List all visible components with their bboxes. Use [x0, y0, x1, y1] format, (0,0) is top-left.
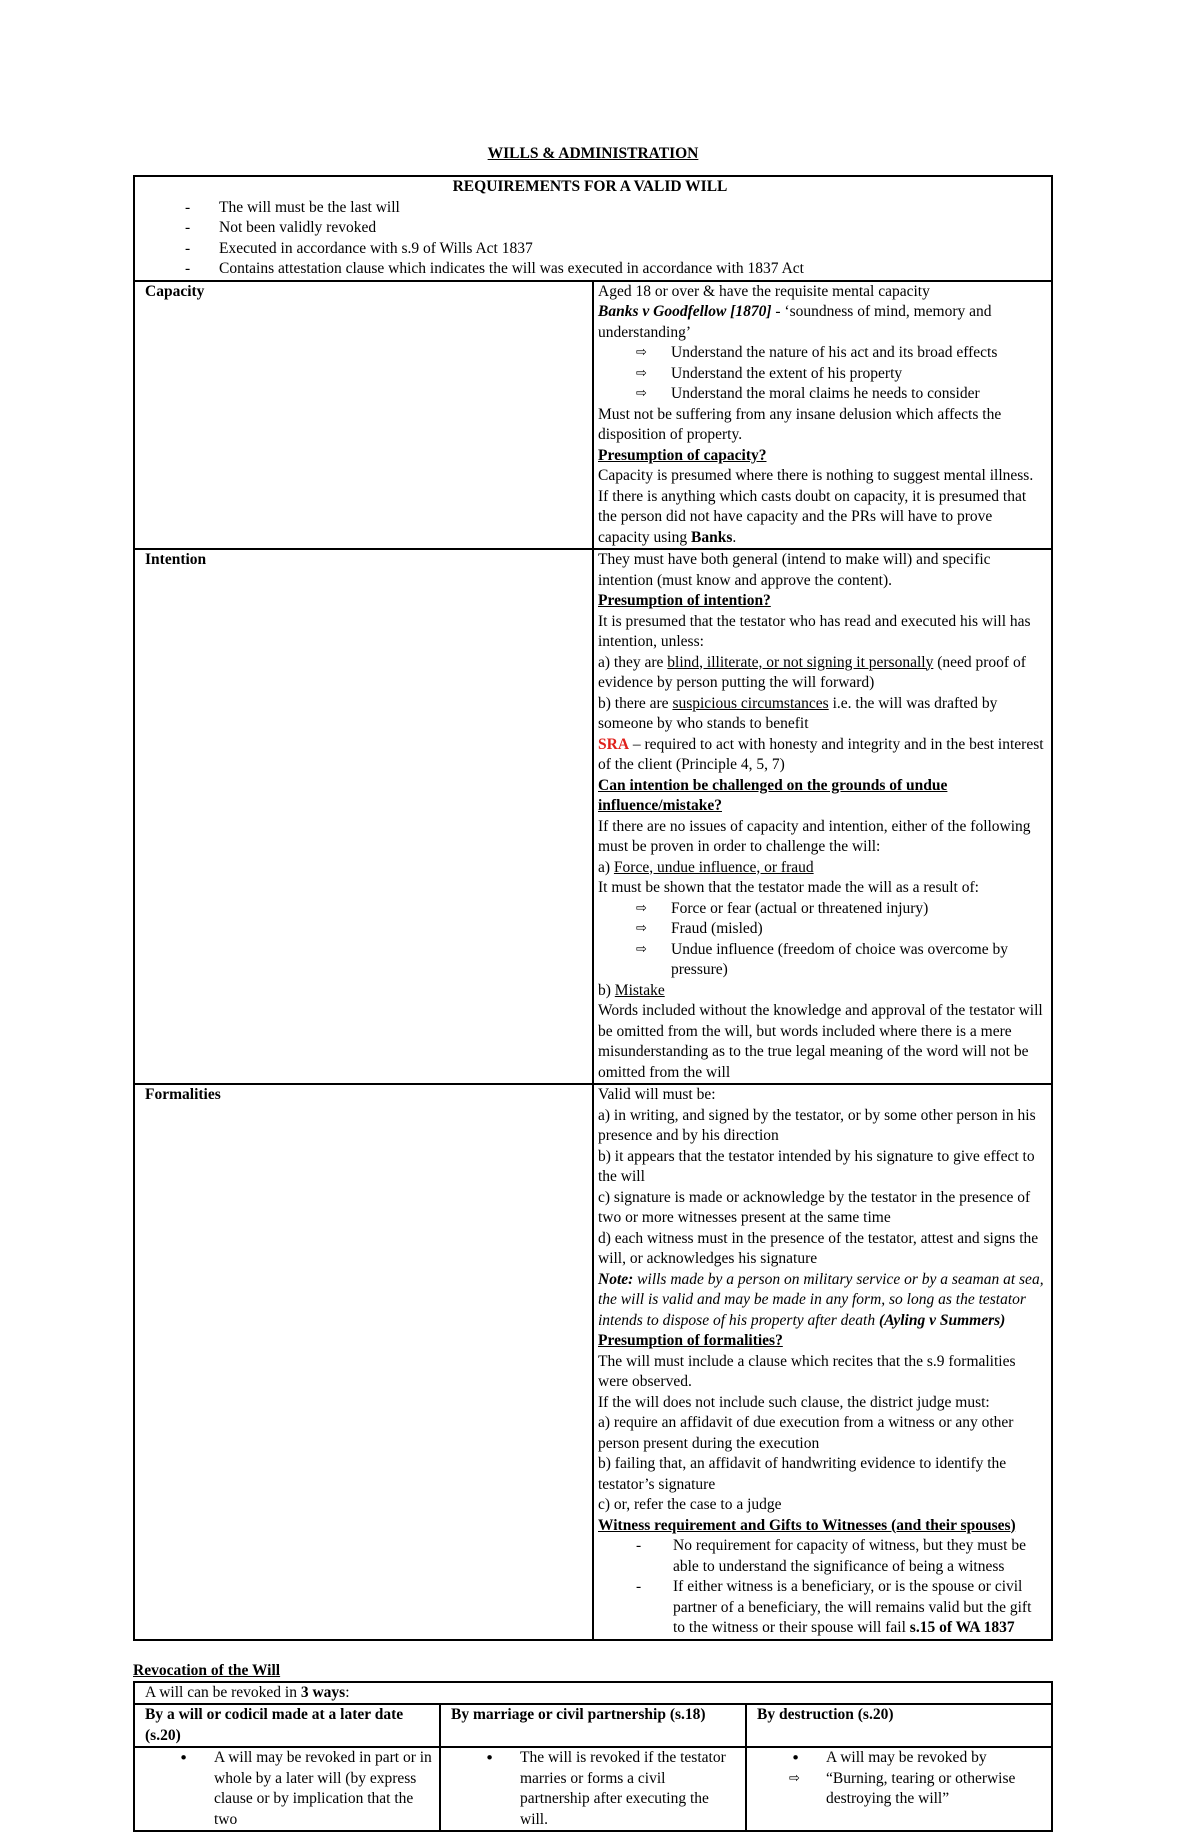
list-item: - The will must be the last will	[135, 198, 1045, 219]
intention-row	[134, 549, 1052, 1084]
intention-content: They must have both general (intend to make will) and specific intention (must know and approve the content). Presumption of intention? It is presumed that the testator who has read and executed his will has intention, unless: a) they are blind, illiterate, or not signing it personally (need proof of evidence by person putting the will forward) b) there are suspicious circumstances i.e. the will was drafted by someone by who stands to benefit SRA – required to act with honesty and integrity and in the best interest of the client (Principle 4, 5, 7) Can intention be challenged on the grounds of undue influence/mistake? If there are no issues of capacity and intention, either of the following must be proven in order to challenge the will: a) Force, undue influence, or fraud It must be shown that the testator made the will as a result of: ⇨ Force or fear (actual or threatened injury) ⇨ Fraud (misled) ⇨ Undue influence (freedom of choice was overcome by pressure) b) Mistake Words included without the knowledge and approval of the testator will be omitted from the will, but words included where there is a mere misunderstanding as to the true legal meaning of the word will not be omitted from the will	[593, 549, 1052, 1084]
case-name: Banks v Goodfellow [1870]	[598, 303, 772, 320]
requirements-list	[135, 198, 1045, 280]
section-heading: Presumption of capacity?	[598, 446, 1045, 467]
bullet-icon: •	[791, 1748, 800, 1769]
formalities-row	[134, 1084, 1052, 1640]
list-item: ⇨ Fraud (misled)	[598, 919, 1045, 940]
capacity-points	[598, 343, 1045, 405]
document-page	[133, 143, 1053, 1832]
section-heading: Presumption of formalities?	[598, 1331, 1045, 1352]
document-title: WILLS & ADMINISTRATION	[133, 143, 1053, 165]
section-heading: Presumption of intention?	[598, 591, 1045, 612]
section-heading: Can intention be challenged on the grounds of undue influence/mistake?	[598, 776, 1045, 817]
list-item: - If either witness is a beneficiary, or is the spouse or civil partner of a beneficiary, the will remains valid but the gift to the witness or their spouse will fail s.15 of WA 1837	[598, 1577, 1045, 1639]
arrow-right-icon: ⇨	[636, 940, 647, 961]
arrow-right-icon: ⇨	[636, 899, 647, 920]
formalities-content: Valid will must be: a) in writing, and signed by the testator, or by some other person in his presence and by his direction b) it appears that the testator intended by his signature to give effect to the will c) signature is made or acknowledge by the testator in the presence of two or more witnesses present at the same time d) each witness must in the presence of the testator, attest and signs the will, or acknowledges his signature Note: wills made by a person on military service or by a seaman at sea, the will is valid and may be made in any form, so long as the testator intends to dispose of his property after death (Ayling v Summers) Presumption of formalities? The will must include a clause which recites that the s.9 formalities were observed. If the will does not include such clause, the district judge must: a) require an affidavit of due execution from a witness or any other person present during the execution b) failing that, an affidavit of handwriting evidence to identify the testator’s signature c) or, refer the case to a judge Witness requirement and Gifts to Witnesses (and their spouses) - No requirement for capacity of witness, but they must be able to understand the significance of being a witness - If either witness is a beneficiary, or is the spouse or civil partner of a beneficiary, the will remains valid but the gift to the witness or their spouse will fail s.15 of WA 1837	[593, 1084, 1052, 1640]
list-item: ⇨ Force or fear (actual or threatened injury)	[598, 899, 1045, 920]
revocation-title: Revocation of the Will	[133, 1661, 1053, 1681]
requirements-heading: REQUIREMENTS FOR A VALID WILL	[135, 177, 1045, 198]
list-item: - Contains attestation clause which indicates the will was executed in accordance with 1837 Act	[135, 259, 1045, 280]
table-cell: • A will may be revoked by ⇨ “Burning, tearing or otherwise destroying the will”	[746, 1747, 1052, 1831]
capacity-content: Aged 18 or over & have the requisite mental capacity Banks v Goodfellow [1870] - ‘soundness of mind, memory and understanding’ ⇨ Understand the nature of his act and its broad effects ⇨ Understand the extent of his property ⇨ Understand the moral claims he needs to consider Must not be suffering from any insane delusion which affects the disposition of property. Presumption of capacity? Capacity is presumed where there is nothing to suggest mental illness. If there is anything which casts doubt on capacity, it is presumed that the person did not have capacity and the PRs will have to prove capacity using Banks.	[593, 281, 1052, 550]
table-cell: • A will may be revoked in part or in whole by a later will (by express clause or by implication that the two	[134, 1747, 440, 1831]
capacity-label: Capacity	[134, 281, 593, 550]
list-item: ⇨ Understand the moral claims he needs to consider	[598, 384, 1045, 405]
column-header: By marriage or civil partnership (s.18)	[440, 1704, 746, 1747]
sra-label: SRA	[598, 736, 629, 753]
section-heading: Witness requirement and Gifts to Witnesses (and their spouses)	[598, 1516, 1045, 1537]
arrow-right-icon: ⇨	[789, 1769, 800, 1790]
capacity-row	[134, 281, 1052, 550]
arrow-right-icon: ⇨	[636, 919, 647, 940]
list-item: - Not been validly revoked	[135, 218, 1045, 239]
revocation-intro-row: A will can be revoked in 3 ways:	[134, 1682, 1052, 1705]
arrow-right-icon: ⇨	[636, 343, 647, 364]
witness-list	[598, 1536, 1045, 1639]
column-header: By a will or codicil made at a later date (s.20)	[134, 1704, 440, 1747]
list-item: - No requirement for capacity of witness, but they must be able to understand the significance of being a witness	[598, 1536, 1045, 1577]
intention-label: Intention	[134, 549, 593, 1084]
requirements-table	[133, 175, 1053, 1641]
arrow-right-icon: ⇨	[636, 364, 647, 385]
force-points	[598, 899, 1045, 981]
bullet-icon: •	[179, 1748, 188, 1769]
list-item: ⇨ Understand the extent of his property	[598, 364, 1045, 385]
requirements-row	[134, 176, 1052, 281]
revocation-table	[133, 1681, 1053, 1832]
revocation-header-row	[134, 1704, 1052, 1747]
revocation-body-row	[134, 1747, 1052, 1831]
bullet-icon: •	[485, 1748, 494, 1769]
arrow-right-icon: ⇨	[636, 384, 647, 405]
list-item: - Executed in accordance with s.9 of Wills Act 1837	[135, 239, 1045, 260]
table-cell: • The will is revoked if the testator marries or forms a civil partnership after executing the will.	[440, 1747, 746, 1831]
list-item: ⇨ Undue influence (freedom of choice was overcome by pressure)	[598, 940, 1045, 981]
formalities-label: Formalities	[134, 1084, 593, 1640]
column-header: By destruction (s.20)	[746, 1704, 1052, 1747]
list-item: ⇨ Understand the nature of his act and its broad effects	[598, 343, 1045, 364]
